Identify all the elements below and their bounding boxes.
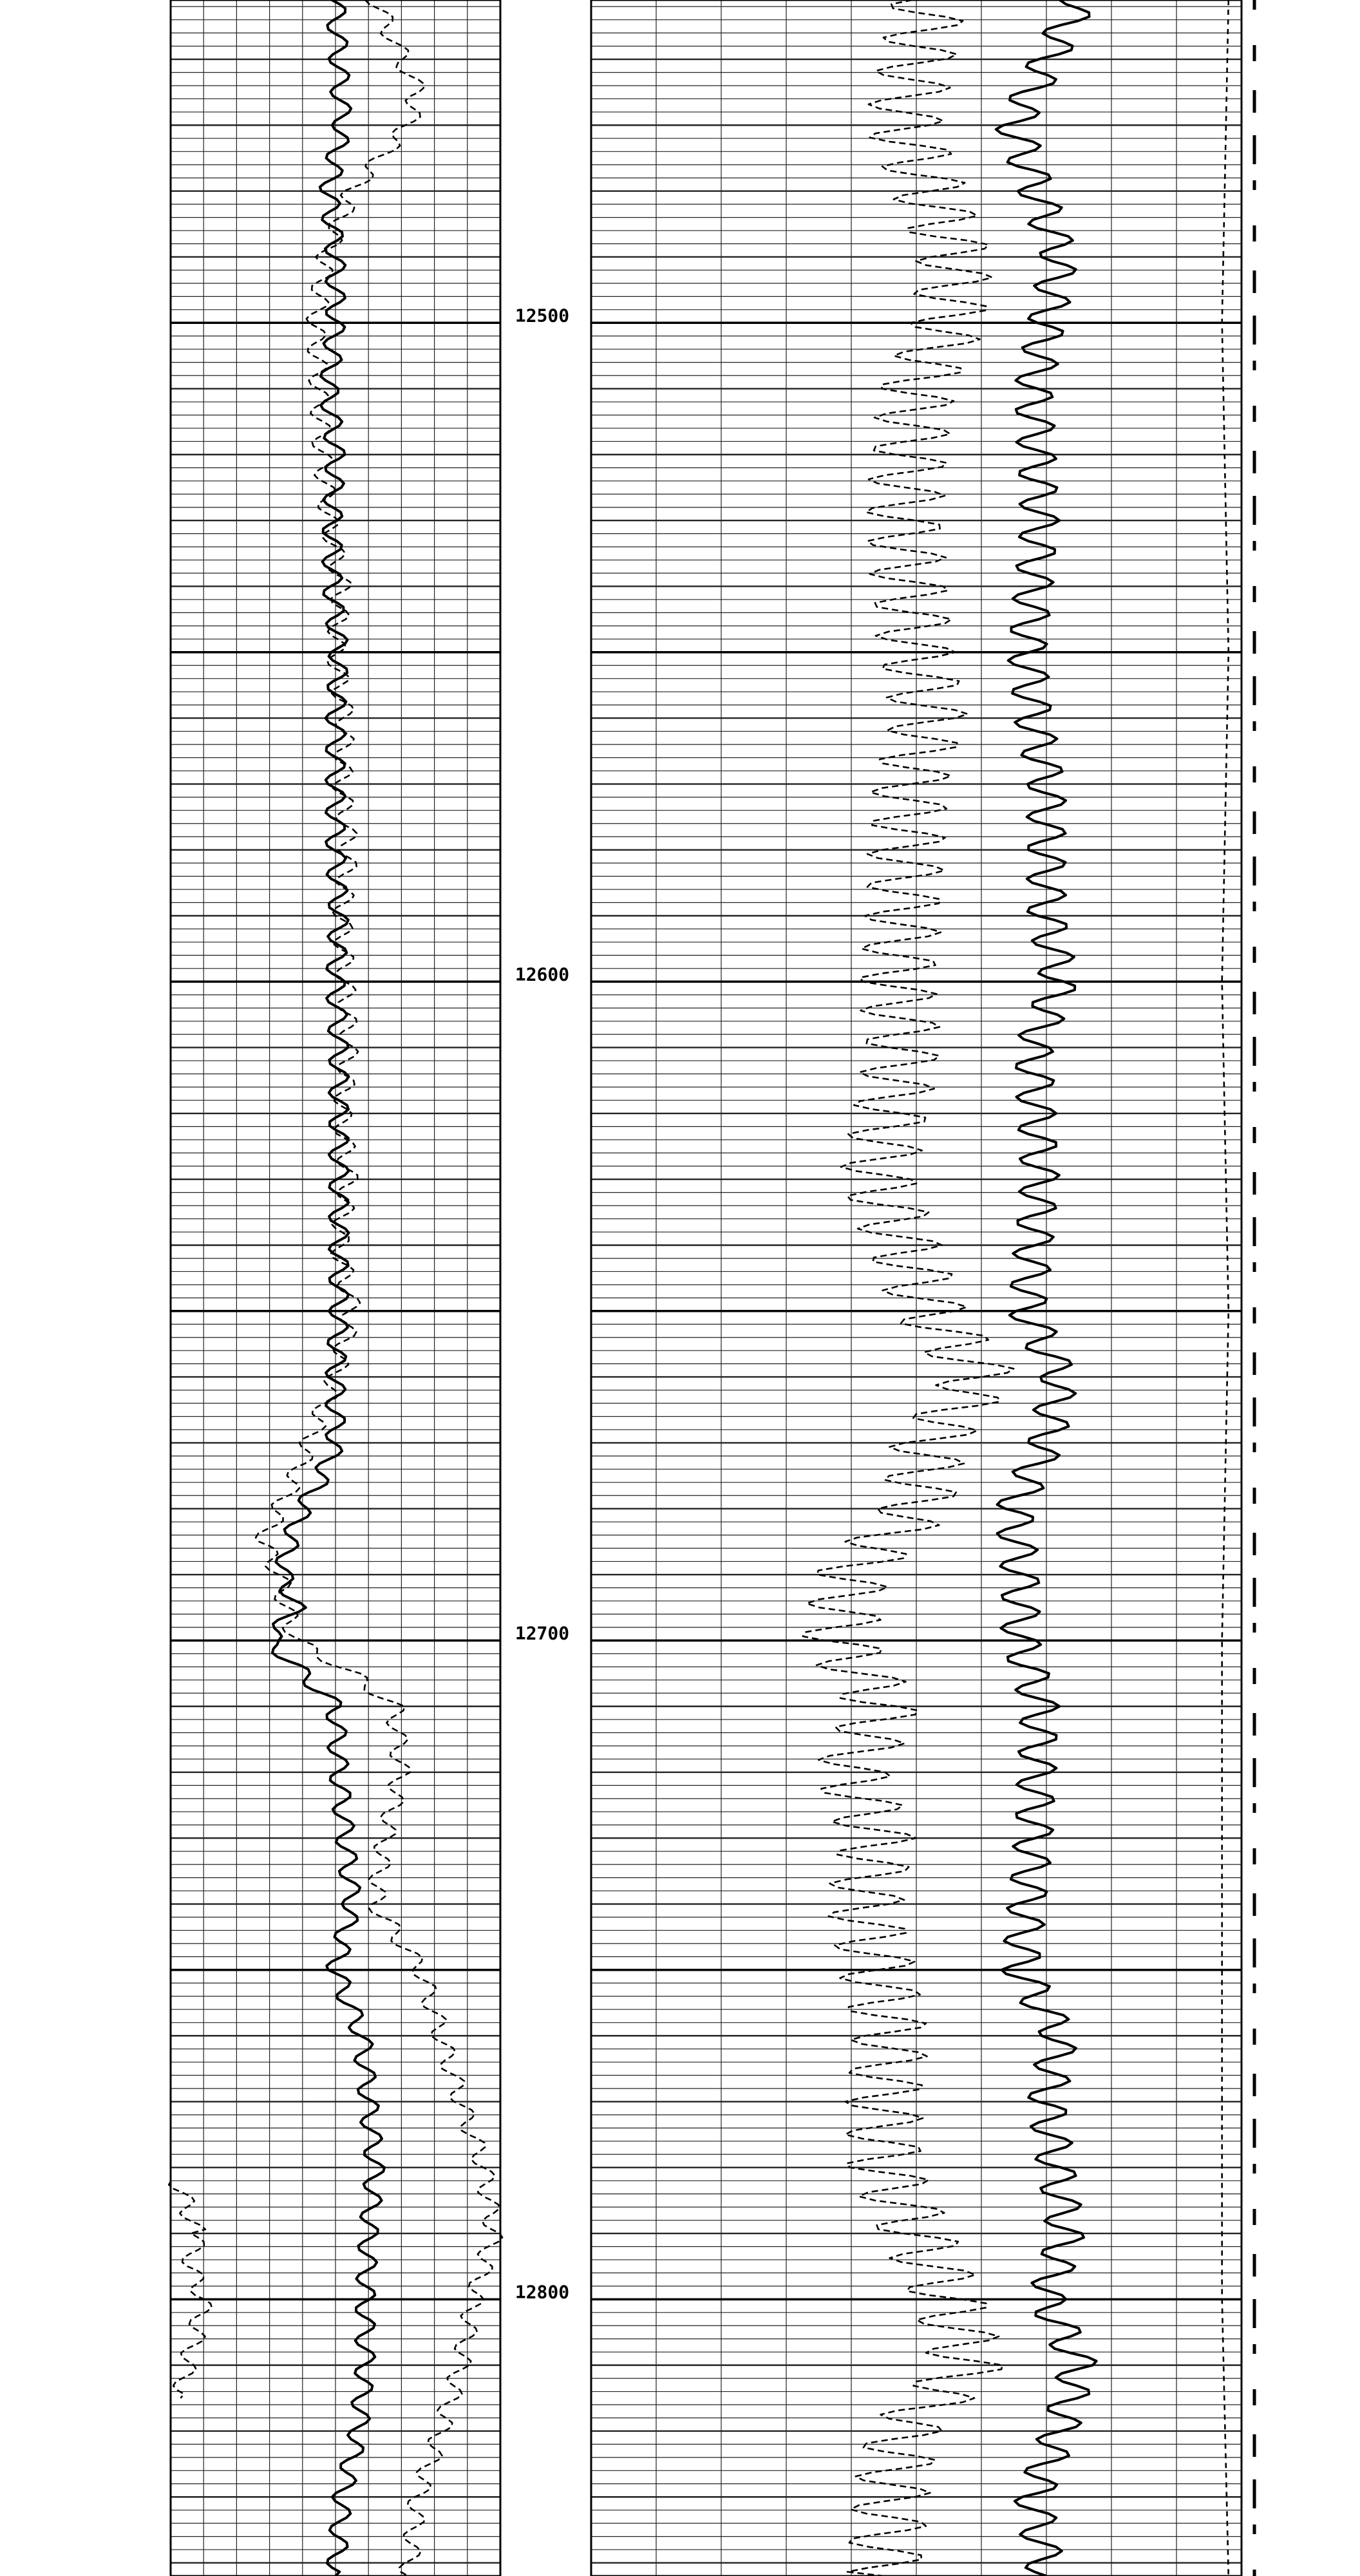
depth-labels <box>505 305 580 2311</box>
grid-lines <box>171 0 1242 2576</box>
track-borders <box>171 0 1242 2576</box>
depth-label: 12800 <box>515 2281 570 2303</box>
depth-label: 12500 <box>515 305 570 327</box>
track-2-curve-dashed-fine-2 <box>1222 0 1229 2576</box>
track-1-curve-dashed-1 <box>256 0 502 2576</box>
track-2-curve-dashed-1 <box>803 0 1014 2576</box>
depth-label: 12700 <box>515 1622 570 1644</box>
track-1-curve-solid-0 <box>272 0 384 2576</box>
log-curves <box>169 0 1229 2576</box>
depth-label: 12600 <box>515 963 570 985</box>
